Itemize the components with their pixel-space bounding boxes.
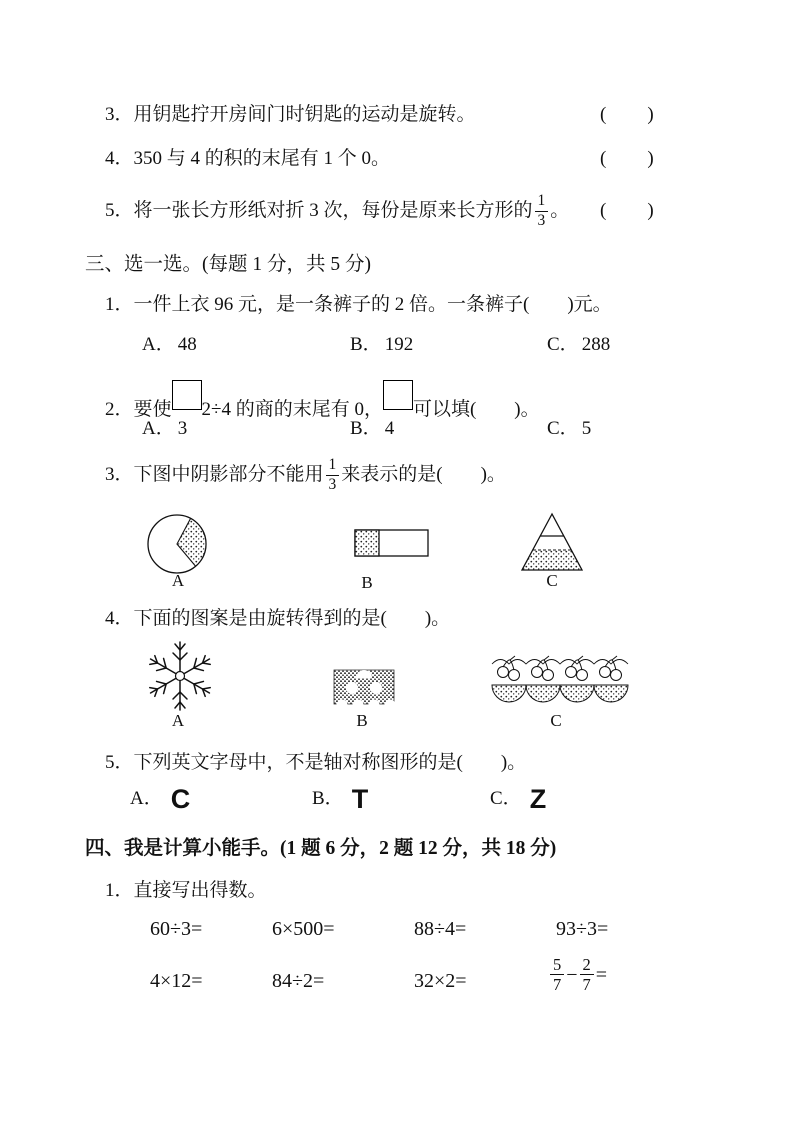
question-number: 4．	[105, 608, 134, 629]
section3-heading: 三、选一选。(每题 1 分，共 5 分)	[85, 254, 371, 275]
figure-lace-band	[334, 670, 396, 711]
figure-circle-one-third-shaded	[148, 515, 206, 573]
figure-label-b: B	[356, 711, 368, 730]
judge-q3	[105, 102, 655, 128]
option-c: C． Z	[490, 784, 547, 814]
figure-label-b: B	[361, 573, 373, 592]
fraction-one-third: $\frac{1}{3}$	[326, 457, 340, 493]
choice-q3-stem	[105, 454, 506, 496]
letter-c: C	[170, 784, 191, 814]
question-number: 4．	[105, 148, 134, 169]
equals-sign: =	[595, 963, 608, 986]
option-a: A． 48	[142, 334, 197, 355]
question-text: 一件上衣 96 元，是一条裤子的 2 倍。一条裤子( )元。	[133, 294, 612, 315]
calc-expression: 88÷4=	[414, 918, 467, 940]
letter-z: Z	[529, 784, 547, 814]
answer-blank: ( )	[600, 200, 655, 221]
option-b: B． T	[312, 784, 369, 814]
option-a: A． 3	[142, 418, 188, 439]
question-text: 要使	[133, 399, 172, 420]
question-number: 1．	[105, 294, 134, 315]
figure-label-c: C	[550, 711, 562, 730]
question-number: 3．	[105, 464, 134, 485]
question-number: 5．	[105, 200, 134, 221]
section4-heading: 四、我是计算小能手。(1 题 6 分，2 题 12 分，共 18 分)	[85, 838, 557, 859]
question-text: 将一张长方形纸对折 3 次，每份是原来长方形的	[133, 200, 533, 221]
option-a: A． C	[130, 784, 191, 814]
question-number: 2．	[105, 399, 134, 420]
calc-expression: 60÷3=	[150, 918, 203, 940]
option-c: C． 288	[547, 334, 611, 355]
figure-lace-border	[492, 656, 628, 702]
answer-blank: ( )	[600, 148, 655, 169]
judge-q4	[105, 146, 655, 172]
question-text: 直接写出得数。	[133, 880, 267, 901]
calc-expression: 6×500=	[272, 918, 335, 940]
question-text: 用钥匙拧开房间门时钥匙的运动是旋转。	[133, 104, 476, 125]
calc-fraction-expression	[548, 956, 607, 994]
question-text: 2÷4 的商的末尾有 0，	[201, 399, 383, 420]
question-text: 下列英文字母中，不是轴对称图形的是( )。	[133, 752, 527, 773]
answer-blank: ( )	[600, 104, 655, 125]
calc-expression: 84÷2=	[272, 970, 325, 992]
question-text: 下图中阴影部分不能用	[133, 464, 324, 485]
calc-expression: 32×2=	[414, 970, 467, 992]
fraction-two-sevenths: $\frac{2}{7}$	[580, 956, 594, 994]
choice-q4-stem	[105, 606, 450, 632]
option-b: B． 4	[350, 418, 395, 439]
option-b: B． 192	[350, 334, 414, 355]
letter-t: T	[351, 784, 369, 814]
figure-snowflake	[147, 642, 213, 710]
calc-expression: 93÷3=	[556, 918, 609, 940]
question-text: 下面的图案是由旋转得到的是( )。	[133, 608, 451, 629]
figure-label-a: A	[171, 571, 185, 590]
question-number: 1．	[105, 880, 134, 901]
blank-box	[172, 380, 202, 410]
choice-q1-stem	[105, 292, 612, 318]
fraction-one-third: $\frac{1}{3}$	[535, 193, 549, 229]
option-c: C． 5	[547, 418, 592, 439]
choice-q5-options	[0, 786, 793, 822]
fraction-five-sevenths: $\frac{5}{7}$	[550, 956, 564, 994]
figure-label-a: A	[171, 711, 185, 730]
figure-rect-one-third-shaded	[355, 530, 428, 556]
figure-label-c: C	[546, 571, 558, 590]
question-number: 3．	[105, 104, 134, 125]
question-text: 可以填( )。	[412, 399, 540, 420]
calc-q1-stem	[105, 878, 267, 904]
judge-q5	[105, 190, 655, 232]
choice-q5-stem	[105, 750, 526, 776]
question-number: 5．	[105, 752, 134, 773]
question-text-end: 来表示的是( )。	[341, 464, 506, 485]
calc-expression: 4×12=	[150, 970, 203, 992]
figure-triangle-bottom-shaded	[522, 514, 582, 570]
minus-sign: −	[566, 963, 578, 986]
question-text: 350 与 4 的积的末尾有 1 个 0。	[133, 148, 391, 169]
question-text-end: 。	[550, 200, 570, 221]
blank-box	[383, 380, 413, 410]
